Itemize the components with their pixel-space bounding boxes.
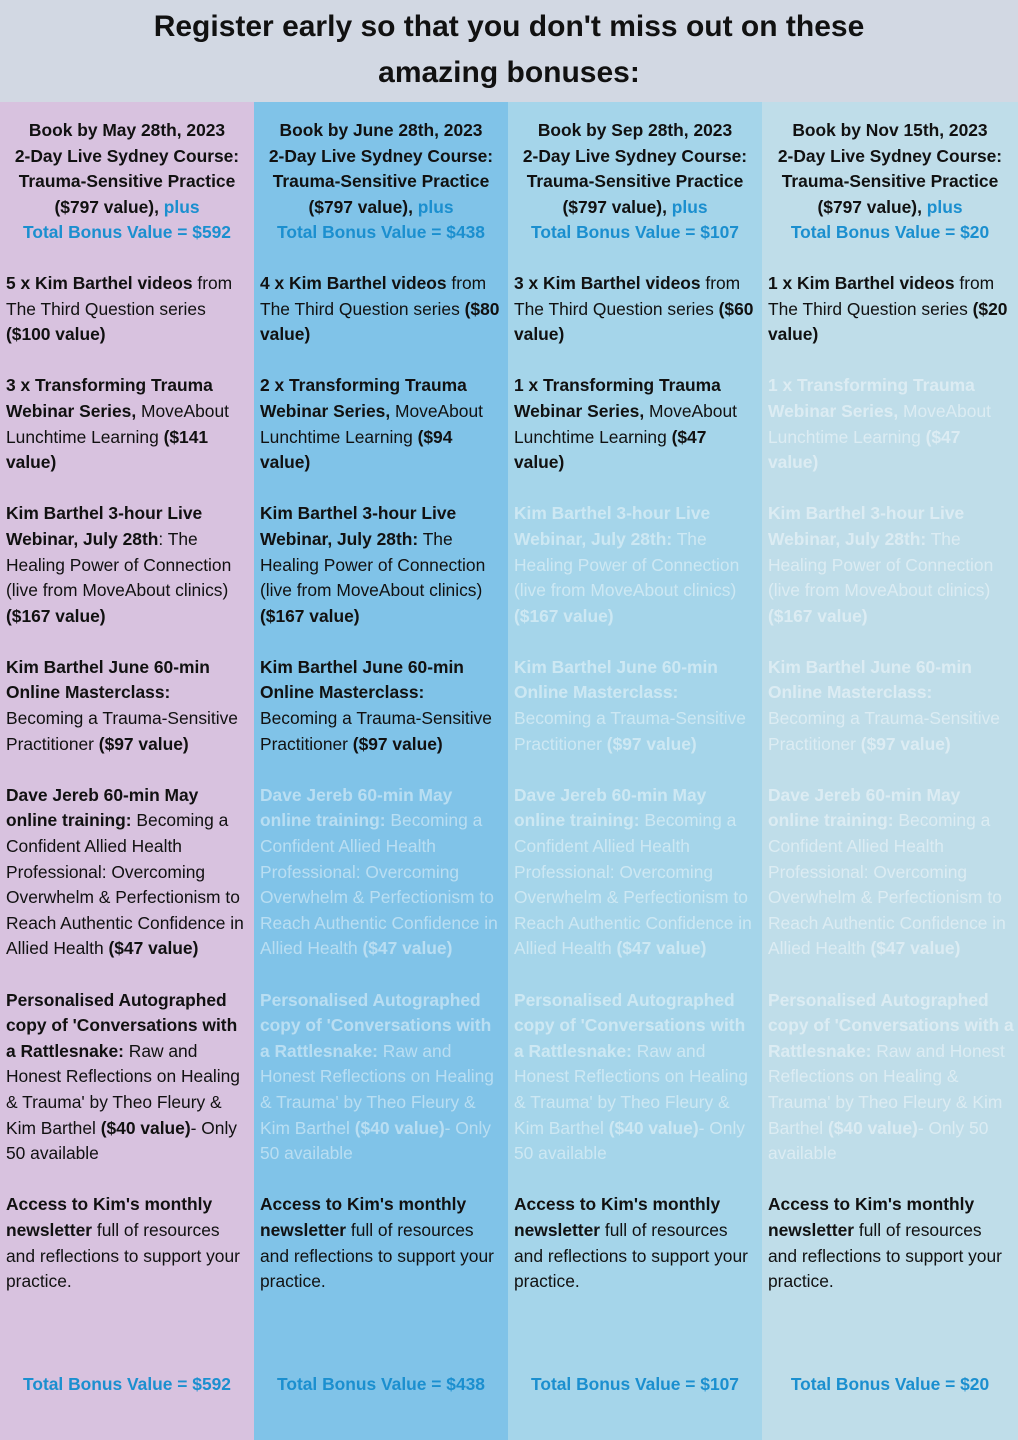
bonus-videos-text: from The Third Question series (260, 272, 487, 319)
bonus-dave-title: Dave Jereb 60-min May online training: (260, 784, 453, 831)
course-name: 2-Day Live Sydney Course: (14, 145, 240, 166)
bonus-webinar-value: ($47 value) (514, 426, 707, 473)
bonus-dave-text: Becoming a Confident Allied Health Professional: Overcoming Overwhelm & Perfectionism to Reach Authentic Confidence in Allied Health (514, 810, 752, 959)
bonus-live-text: The Healing Power of Connection (live from MoveAbout clinics) (768, 528, 994, 601)
page-header (0, 0, 1018, 102)
bonus-masterclass-value: ($97 value) (606, 733, 697, 754)
bonus-live-text: The Healing Power of Connection (live from MoveAbout clinics) (514, 528, 740, 601)
bottom-total-bonus-value: Total Bonus Value = $592 (23, 1374, 231, 1394)
bonus-book-title: Personalised Autographed copy of 'Conversations with a Rattlesnake: (768, 989, 1014, 1061)
bonus-masterclass-title: Kim Barthel June 60-min Online Masterclass: (6, 656, 210, 703)
bonus-masterclass-text: Becoming a Trauma-Sensitive Practitioner (514, 708, 746, 754)
total-bonus-value: Total Bonus Value = $592 (23, 222, 231, 243)
bonus-dave-value: ($47 value) (362, 938, 453, 959)
bonus-dave-value: ($47 value) (616, 938, 707, 959)
total-bonus-value: Total Bonus Value = $107 (531, 222, 739, 243)
bonus-live-webinar (260, 501, 508, 629)
bonus-newsletter (514, 1192, 762, 1294)
bonus-masterclass-text: Becoming a Trauma-Sensitive Practitioner (768, 708, 1000, 754)
tier-header (0, 118, 254, 246)
bottom-total-bonus-value: Total Bonus Value = $20 (790, 1374, 990, 1394)
course-practice: Trauma-Sensitive Practice (526, 171, 744, 192)
bonus-videos-value: ($100 value) (6, 324, 106, 345)
bonus-webinar-text: MoveAbout Lunchtime Learning (768, 400, 991, 447)
course-name: 2-Day Live Sydney Course: (777, 145, 1003, 166)
bonus-videos-title: 5 x Kim Barthel videos (6, 272, 193, 293)
course-value-text: ($797 value), (562, 196, 672, 217)
bonus-autographed-book (6, 988, 254, 1167)
bonus-masterclass-title: Kim Barthel June 60-min Online Masterclass: (768, 656, 972, 703)
bonus-dave-value: ($47 value) (870, 938, 961, 959)
bonus-webinar-title: 1 x Transforming Trauma Webinar Series, (514, 375, 721, 421)
bonus-videos-value: ($80 value) (260, 298, 500, 345)
course-name: 2-Day Live Sydney Course: (522, 145, 748, 166)
bonus-videos-title: 4 x Kim Barthel videos (260, 272, 447, 293)
bonus-dave-training (260, 783, 508, 962)
bonus-masterclass (768, 655, 1018, 757)
bonus-dave-training (6, 783, 254, 962)
page-title (0, 0, 1018, 96)
bottom-total-bonus-value: Total Bonus Value = $107 (531, 1374, 739, 1394)
bonus-webinar-value: ($94 value) (260, 426, 453, 473)
bonus-book-availability: - Only 50 available (260, 1117, 492, 1164)
plus-label: plus (417, 196, 454, 217)
tier-column-may (0, 102, 254, 1440)
bonus-live-title: Kim Barthel 3-hour Live Webinar, July 28th: (260, 503, 457, 549)
bonus-dave-value: ($47 value) (108, 938, 199, 959)
bonus-dave-training (768, 783, 1018, 962)
bonus-masterclass (6, 655, 254, 757)
total-bonus-value: Total Bonus Value = $438 (277, 222, 485, 243)
bonus-webinar-series (260, 373, 508, 475)
title-line-2: amazing bonuses: (378, 56, 640, 89)
course-value-text: ($797 value), (54, 196, 164, 217)
plus-label: plus (926, 196, 963, 217)
bonus-videos-value: ($60 value) (514, 298, 754, 345)
bonus-live-text: : The Healing Power of Connection (live from MoveAbout clinics) (6, 528, 232, 601)
bonus-newsletter (768, 1192, 1018, 1294)
bonus-videos-value: ($20 value) (768, 298, 1008, 345)
bonus-dave-text: Becoming a Confident Allied Health Professional: Overcoming Overwhelm & Perfectionism to Reach Authentic Confidence in Allied Health (768, 810, 1006, 959)
title-line-1: Register early so that you don't miss out on these (153, 10, 865, 43)
bonus-newsletter (6, 1192, 254, 1294)
bonus-book-value: ($40 value) (827, 1117, 918, 1138)
bonus-newsletter-text: full of resources and reflections to support your practice. (260, 1219, 494, 1292)
bonus-masterclass-value: ($97 value) (860, 733, 951, 754)
bonus-masterclass-title: Kim Barthel June 60-min Online Masterclass: (260, 656, 464, 703)
bonus-webinar-text: MoveAbout Lunchtime Learning (260, 400, 483, 447)
tier-column-sep (508, 102, 762, 1440)
bonus-videos-title: 1 x Kim Barthel videos (768, 272, 955, 293)
tier-column-june (254, 102, 508, 1440)
plus-label: plus (671, 196, 708, 217)
bonus-autographed-book (768, 988, 1018, 1167)
bonus-webinar-series (6, 373, 254, 475)
bonus-book-value: ($40 value) (100, 1117, 191, 1138)
course-value (0, 195, 254, 221)
bonus-webinar-text: MoveAbout Lunchtime Learning (6, 400, 229, 447)
course-value (508, 195, 762, 221)
bonus-videos-title: 3 x Kim Barthel videos (514, 272, 701, 293)
bonus-book-availability: - Only 50 available (514, 1117, 746, 1164)
bonus-live-value: ($167 value) (6, 605, 106, 626)
bonus-newsletter-title: Access to Kim's monthly newsletter (260, 1194, 467, 1240)
bonus-masterclass-title: Kim Barthel June 60-min Online Masterclass: (514, 656, 718, 703)
bonus-live-title: Kim Barthel 3-hour Live Webinar, July 28th (6, 503, 203, 549)
bonus-book-text: Raw and Honest Reflections on Healing & Trauma' by Theo Fleury & Kim Barthel (260, 1040, 494, 1138)
course-practice: Trauma-Sensitive Practice (272, 171, 490, 192)
bonus-dave-title: Dave Jereb 60-min May online training: (6, 784, 199, 831)
bonus-book-availability: - Only 50 available (768, 1117, 989, 1164)
bonus-book-title: Personalised Autographed copy of 'Conversations with a Rattlesnake: (6, 989, 238, 1061)
tier-header (254, 118, 508, 246)
bonus-webinar-title: 1 x Transforming Trauma Webinar Series, (768, 375, 975, 421)
bonus-book-text: Raw and Honest Reflections on Healing & Trauma' by Theo Fleury & Kim Barthel (768, 1040, 1005, 1138)
book-by-date: Book by Sep 28th, 2023 (537, 120, 733, 140)
bonus-masterclass (260, 655, 508, 757)
bonus-videos (6, 271, 254, 348)
bonus-masterclass-text: Becoming a Trauma-Sensitive Practitioner (6, 708, 238, 754)
book-by-date: Book by May 28th, 2023 (28, 120, 226, 140)
total-bonus-value: Total Bonus Value = $20 (790, 222, 990, 243)
bonus-live-webinar (768, 501, 1018, 629)
bonus-webinar-title: 2 x Transforming Trauma Webinar Series, (260, 375, 467, 421)
bonus-book-text: Raw and Honest Reflections on Healing & Trauma' by Theo Fleury & Kim Barthel (514, 1040, 748, 1138)
bonus-dave-title: Dave Jereb 60-min May online training: (768, 784, 961, 831)
bonus-live-value: ($167 value) (260, 605, 360, 626)
bonus-autographed-book (514, 988, 762, 1167)
bonus-webinar-text: MoveAbout Lunchtime Learning (514, 400, 737, 447)
bonus-newsletter-text: full of resources and reflections to support your practice. (514, 1219, 748, 1292)
bonus-dave-text: Becoming a Confident Allied Health Professional: Overcoming Overwhelm & Perfectionism to Reach Authentic Confidence in Allied Health (260, 810, 498, 959)
course-value-text: ($797 value), (308, 196, 418, 217)
bonus-book-value: ($40 value) (608, 1117, 699, 1138)
course-practice: Trauma-Sensitive Practice (781, 171, 999, 192)
bonus-live-value: ($167 value) (768, 605, 868, 626)
bonus-masterclass-text: Becoming a Trauma-Sensitive Practitioner (260, 708, 492, 754)
bonus-book-title: Personalised Autographed copy of 'Conversations with a Rattlesnake: (514, 989, 746, 1061)
bonus-dave-training (514, 783, 762, 962)
tier-column-nov (762, 102, 1018, 1440)
bonus-videos (514, 271, 762, 348)
bottom-total-bonus-value: Total Bonus Value = $438 (277, 1374, 485, 1394)
bonus-webinar-title: 3 x Transforming Trauma Webinar Series, (6, 375, 213, 421)
course-value (762, 195, 1018, 221)
bonus-videos-text: from The Third Question series (768, 272, 995, 319)
bonus-masterclass (514, 655, 762, 757)
book-by-date: Book by Nov 15th, 2023 (792, 120, 988, 140)
bonus-dave-text: Becoming a Confident Allied Health Professional: Overcoming Overwhelm & Perfectionism to Reach Authentic Confidence in Allied Health (6, 810, 244, 959)
bonus-masterclass-value: ($97 value) (352, 733, 443, 754)
course-value-text: ($797 value), (817, 196, 927, 217)
plus-label: plus (163, 196, 200, 217)
bonus-live-title: Kim Barthel 3-hour Live Webinar, July 28th: (768, 503, 965, 549)
bonus-videos-text: from The Third Question series (6, 272, 233, 319)
bonus-book-title: Personalised Autographed copy of 'Conversations with a Rattlesnake: (260, 989, 492, 1061)
tier-header (508, 118, 762, 246)
bonus-webinar-value: ($47 value) (768, 426, 961, 473)
bonus-newsletter-title: Access to Kim's monthly newsletter (514, 1194, 721, 1240)
bonus-live-title: Kim Barthel 3-hour Live Webinar, July 28th: (514, 503, 711, 549)
bonus-webinar-series (514, 373, 762, 475)
book-by-date: Book by June 28th, 2023 (279, 120, 483, 140)
bonus-live-webinar (514, 501, 762, 629)
bonus-videos (260, 271, 508, 348)
bonus-masterclass-value: ($97 value) (98, 733, 189, 754)
course-name: 2-Day Live Sydney Course: (268, 145, 494, 166)
bonus-book-availability: - Only 50 available (6, 1117, 238, 1164)
bonus-videos (768, 271, 1018, 348)
bonus-videos-text: from The Third Question series (514, 272, 741, 319)
bonus-live-value: ($167 value) (514, 605, 614, 626)
bonus-live-webinar (6, 501, 254, 629)
bonus-newsletter-title: Access to Kim's monthly newsletter (6, 1194, 213, 1240)
bonus-newsletter-text: full of resources and reflections to support your practice. (6, 1219, 240, 1292)
course-value (254, 195, 508, 221)
bonus-dave-title: Dave Jereb 60-min May online training: (514, 784, 707, 831)
bonus-live-text: The Healing Power of Connection (live from MoveAbout clinics) (260, 528, 486, 601)
bonus-book-value: ($40 value) (354, 1117, 445, 1138)
bonus-newsletter-text: full of resources and reflections to support your practice. (768, 1219, 1002, 1292)
bonus-autographed-book (260, 988, 508, 1167)
bonus-book-text: Raw and Honest Reflections on Healing & Trauma' by Theo Fleury & Kim Barthel (6, 1040, 240, 1138)
course-practice: Trauma-Sensitive Practice (18, 171, 236, 192)
bonus-newsletter (260, 1192, 508, 1294)
bonus-webinar-series (768, 373, 1018, 475)
tier-header (762, 118, 1018, 246)
bonus-newsletter-title: Access to Kim's monthly newsletter (768, 1194, 975, 1240)
bonus-webinar-value: ($141 value) (6, 426, 209, 473)
